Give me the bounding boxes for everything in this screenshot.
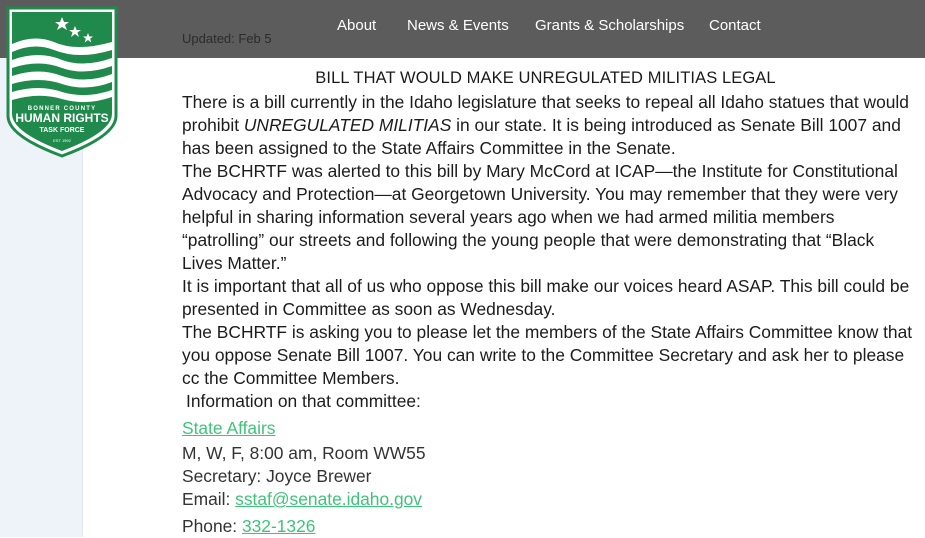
email-link[interactable]: sstaf@senate.idaho.gov [235, 489, 423, 509]
committee-secretary: Secretary: Joyce Brewer [182, 466, 372, 486]
article-content [182, 68, 917, 538]
paragraph-3: It is important that all of us who oppose this bill make our voices heard ASAP. This bill could be presented in Committee as soon as Wednesday. [182, 276, 910, 319]
paragraph-1 [182, 91, 917, 160]
paragraph-1-start: There is a bill currently in the Idaho legislature that seeks to repeal all Idaho statues that would prohibit [182, 92, 909, 135]
email-label: Email: [182, 489, 236, 509]
paragraph-1-emphasis: UNREGULATED MILITIAS [243, 115, 452, 135]
phone-link[interactable]: 332-1326 [241, 516, 316, 536]
state-affairs-link[interactable]: State Affairs [182, 418, 276, 438]
paragraph-4: The BCHRTF is asking you to please let the members of the State Affairs Committee know that you oppose Senate Bill 1007. You can write to the Committee Secretary and ask her to please cc the Committee Members. [182, 322, 913, 388]
nav-contact[interactable]: Contact [709, 17, 761, 34]
logo-line-1: BONNER COUNTY [27, 106, 97, 112]
mountain-stars-icon [4, 4, 120, 159]
logo-line-2: HUMAN RIGHTS [15, 111, 109, 125]
nav-grants-scholarships[interactable]: Grants & Scholarships [535, 17, 685, 34]
paragraph-2: The BCHRTF was alerted to this bill by Mary McCord at ICAP—the Institute for Constitutional Advocacy and Protection—at Georgetown University. You may remember that they were very helpful in sharing information several years ago when we had armed militia members “patrolling” our streets and following the young people that were demonstrating that “Black Lives Matter.” [182, 161, 898, 273]
nav-news-events[interactable]: News & Events [407, 17, 509, 34]
nav-about[interactable]: About [337, 17, 377, 34]
paragraph-1-end: in our state. It is being introduced as Senate Bill 1007 and has been assigned to the State Affairs Committee in the Senate. [182, 115, 901, 158]
phone-label: Phone: [182, 516, 242, 536]
logo-line-4: EST 1992 [53, 138, 71, 143]
site-logo[interactable] [4, 4, 120, 159]
committee-phone [182, 515, 917, 538]
committee-info-label: Information on that committee: [186, 391, 421, 411]
committee-schedule: M, W, F, 8:00 am, Room WW55 [182, 443, 426, 463]
logo-line-3: TASK FORCE [39, 127, 85, 134]
updated-date: Updated: Feb 5 [182, 31, 272, 46]
article-title: BILL THAT WOULD MAKE UNREGULATED MILITIAS LEGAL [315, 69, 776, 87]
committee-email [182, 488, 917, 511]
top-navigation-bar [0, 0, 925, 58]
